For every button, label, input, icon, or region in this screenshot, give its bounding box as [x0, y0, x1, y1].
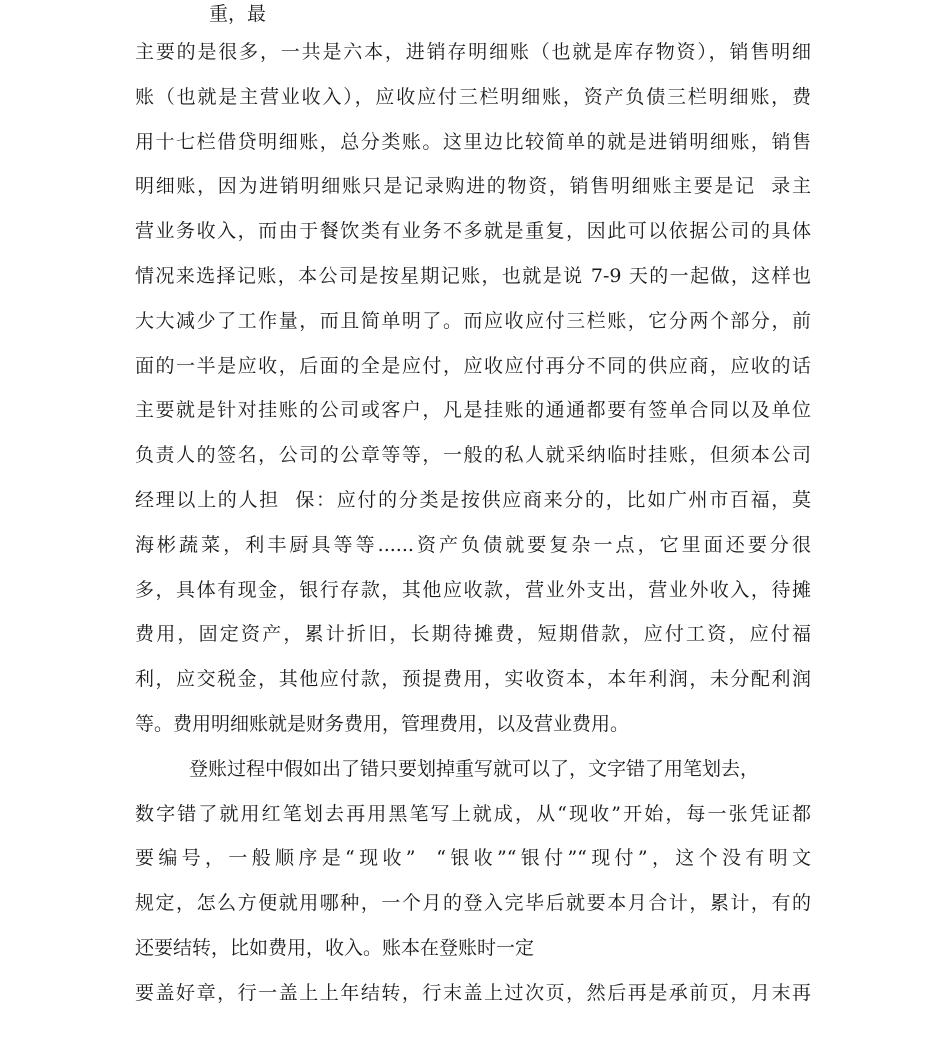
text-line-9: 面的一半是应收，后面的全是应付，应收应付再分不同的供应商，应收的话: [135, 355, 811, 377]
text-line-17: 等。费用明细账就是财务费用，管理费用，以及营业费用。: [135, 713, 630, 735]
text-line-23: 要盖好章，行一盖上上年结转，行末盖上过次页，然后再是承前页，月末再: [135, 982, 811, 1004]
text-line-19: 数字错了就用红笔划去再用黑笔写上就成，从“现收”开始，每一张凭证都: [135, 803, 811, 825]
text-line-14: 多，具体有现金，银行存款，其他应收款，营业外支出，营业外收入，待摊: [135, 579, 811, 601]
text-line-2: 主要的是很多，一共是六本，进销存明细账（也就是库存物资），销售明细: [135, 41, 811, 63]
text-line-13: 海彬蔬菜，利丰厨具等等......资产负债就要复杂一点，它里面还要分很: [135, 534, 811, 556]
text-line-3: 账（也就是主营业收入），应收应付三栏明细账，资产负债三栏明细账，费: [135, 86, 811, 108]
text-line-4: 用十七栏借贷明细账，总分类账。这里边比较简单的就是进销明细账，销售: [135, 131, 811, 153]
text-line-22: 还要结转，比如费用，收入。账本在登账时一定: [135, 937, 535, 959]
text-line-11: 负责人的签名，公司的公章等等，一般的私人就采纳临时挂账，但须本公司: [135, 444, 811, 466]
text-line-20: 要编号，一般顺序是“现收” “银收”“银付”“现付”，这个没有明文: [135, 847, 811, 869]
text-line-8: 大大减少了工作量，而且简单明了。而应收应付三栏账，它分两个部分，前: [135, 310, 811, 332]
text-line-7: 情况来选择记账，本公司是按星期记账，也就是说 7-9 天的一起做，这样也: [135, 265, 811, 287]
text-line-5: 明细账，因为进销明细账只是记录购进的物资，销售明细账主要是记 录主: [135, 175, 811, 197]
text-line-10: 主要就是针对挂账的公司或客户，凡是挂账的通通都要有签单合同以及单位: [135, 399, 811, 421]
text-line-12: 经理以上的人担 保：应付的分类是按供应商来分的，比如广州市百福，莫: [135, 489, 811, 511]
paragraph-2-first-line: 登账过程中假如出了错只要划掉重写就可以了，文字错了用笔划去，: [189, 758, 760, 780]
text-line-16: 利，应交税金，其他应付款，预提费用，实收资本，本年利润，未分配利润: [135, 668, 811, 690]
text-line-6: 营业务收入，而由于餐饮类有业务不多就是重复，因此可以依据公司的具体: [135, 220, 811, 242]
text-line-1: 重，最: [209, 3, 267, 25]
text-line-15: 费用，固定资产，累计折旧，长期待摊费，短期借款，应付工资，应付福: [135, 623, 811, 645]
text-line-21: 规定，怎么方便就用哪种，一个月的登入完毕后就要本月合计，累计，有的: [135, 892, 811, 914]
